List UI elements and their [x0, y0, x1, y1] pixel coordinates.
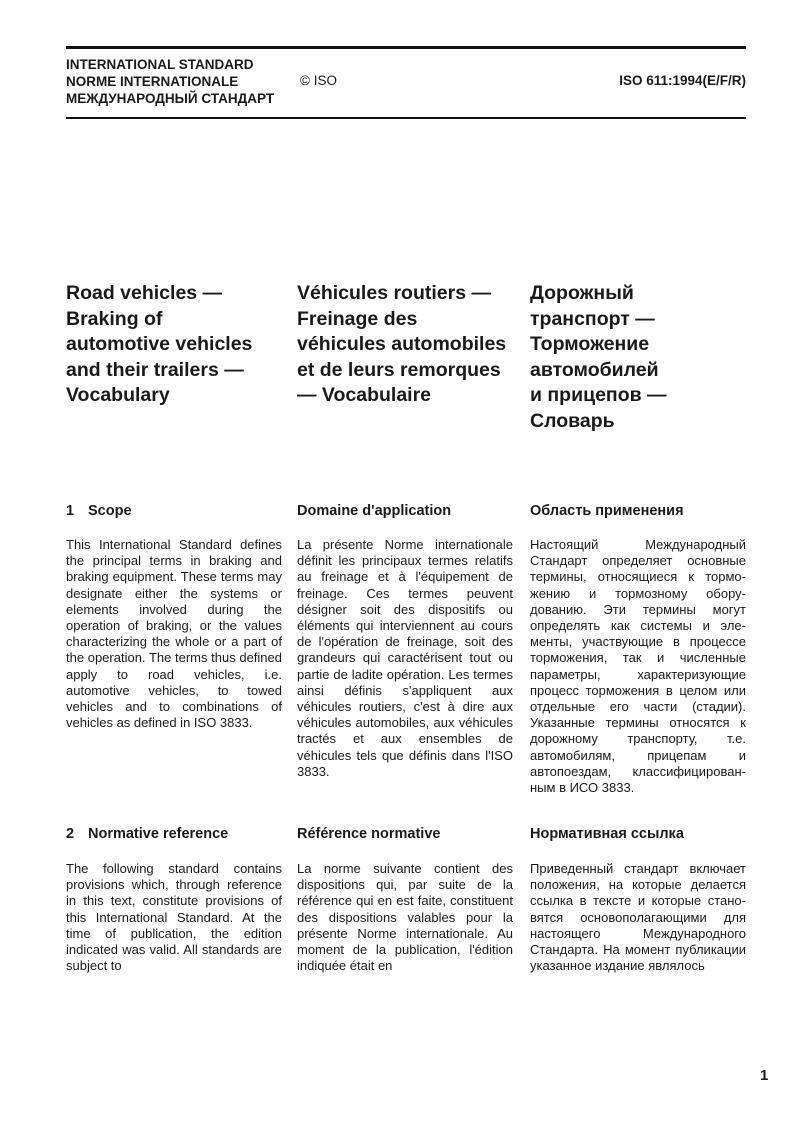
section-number: 1 [66, 503, 75, 519]
title-line: Словарь [530, 409, 615, 432]
doc-type-fr: NORME INTERNATIONALE [66, 74, 239, 89]
title-line: et de leurs remorques [297, 358, 501, 381]
normative-text-fr: La norme suivante contient des dispositions qui, par suite de la référence qui en est faite, constituent des dispositions valables pour la présente Norme internationale. Au moment de la publication, l'édition indiquée était en [297, 861, 513, 974]
title-line: Freinage des [297, 307, 418, 330]
section-2-heading-ru: Нормативная ссылка [530, 826, 684, 842]
title-line: Braking of [66, 307, 163, 330]
title-line: Vocabulary [66, 384, 170, 406]
title-line: and their trailers — [66, 358, 244, 381]
header-bottom-rule [66, 117, 746, 119]
page-number: 1 [760, 1067, 769, 1084]
section-2-heading-en [66, 826, 282, 842]
title-line: автомобилей [530, 358, 659, 381]
title-en [66, 281, 282, 409]
title-line: и прицепов — [530, 384, 667, 406]
normative-text-en: The following standard contains provisions which, through reference in this text, constitute provisions of this International Standard. At the time of publication, the edition indicated was valid. All standards are subject to [66, 861, 282, 974]
title-line: automotive vehicles [66, 333, 253, 355]
scope-text-en: This International Standard defines the principal terms in braking and braking equipment. These terms may designate either the systems or elements involved during the operation of braking, or the values characterizing the whole or a part of the operation. The terms thus defined apply to road vehicles, i.e. automotive vehicles, to towed vehicles and to combinations of vehicles as defined in ISO 3833. [66, 537, 282, 731]
normative-text-ru: Приведенный стандарт включает положения, на которые делается ссылка в тексте и которые становятся основополагающими для настоящего Международного Стандарта. На момент публикации указанное издание являлось [530, 861, 746, 974]
title-fr [297, 281, 513, 409]
title-line: транспорт — [530, 307, 655, 330]
title-ru [530, 281, 746, 434]
title-line: Дорожный [530, 282, 634, 304]
title-line: Road vehicles — [66, 282, 223, 304]
section-title: Normative reference [88, 826, 229, 842]
title-line: Торможение [530, 333, 650, 355]
header-top-rule [66, 46, 746, 49]
title-line: — Vocabulaire [297, 384, 432, 406]
doc-type-en: INTERNATIONAL STANDARD [66, 57, 254, 72]
section-number: 2 [66, 826, 75, 842]
doc-type-ru: МЕЖДУНАРОДНЫЙ СТАНДАРТ [66, 91, 275, 106]
scope-text-ru: Настоящий Международный Стандарт определяет основные термины, относящиеся к торможению и тормозному оборудованию. Эти термины могут определять как системы и элементы, участвующие в процессе торможения, так и численные параметры, характеризующие процесс торможения в целом или отдельные его части (стадии). Указанные термины относятся к дорожному транспорту, т.е. автомобилям, прицепам и автопоездам, классифицированным в ИСО 3833. [530, 537, 746, 796]
section-title: Scope [88, 503, 132, 519]
copyright-mark: © ISO [300, 73, 337, 88]
scope-text-fr: La présente Norme internationale définit les principaux termes relatifs au freinage et à l'équipement de freinage. Ces termes peuvent désigner soit des dispositifs ou éléments qui interviennent au cours de l'opération de freinage, soit des grandeurs qui caractérisent tout ou partie de ladite opération. Les termes ainsi définis s'appliquent aux véhicules routiers, c'est à dire aux véhicules automobiles, aux véhicules tractés et aux ensembles de véhicules tels que définis dans l'ISO 3833. [297, 537, 513, 779]
document-type-block [66, 56, 274, 107]
section-2-heading-fr: Référence normative [297, 826, 441, 842]
title-line: véhicules automobiles [297, 333, 507, 355]
section-1-heading-en [66, 503, 282, 519]
section-1-heading-ru: Область применения [530, 503, 684, 519]
standard-code: ISO 611:1994(E/F/R) [619, 73, 746, 88]
title-line: Véhicules routiers — [297, 282, 491, 304]
section-1-heading-fr: Domaine d'application [297, 503, 452, 519]
